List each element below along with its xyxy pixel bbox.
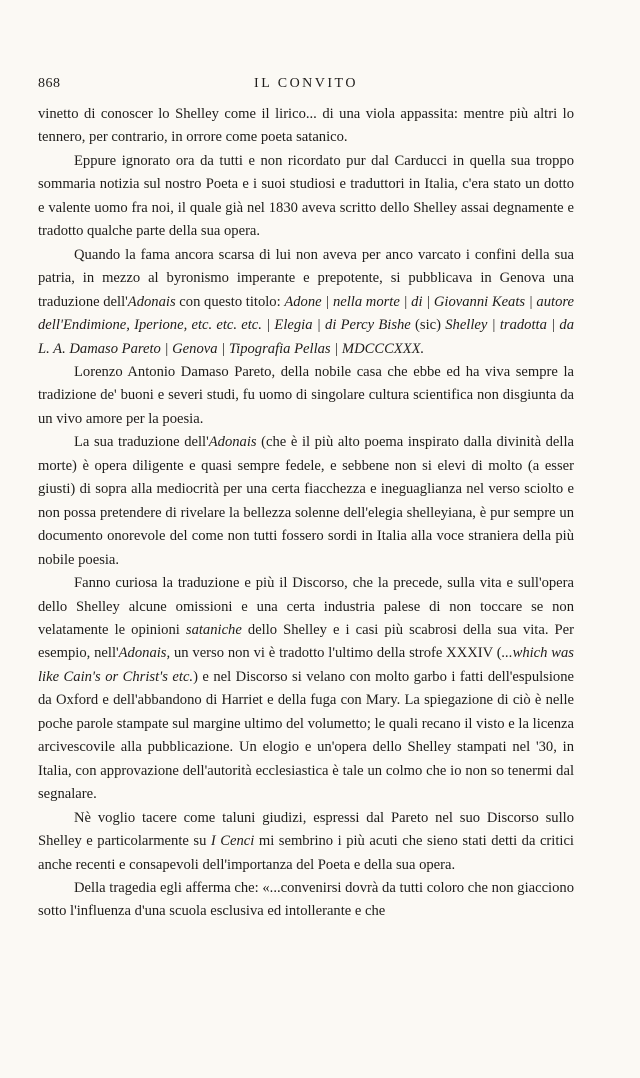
text-run: Lorenzo Antonio Damaso Pareto, della nobile casa che ebbe ed ha viva sempre la tradizione de' buoni e severi studi, fu uomo di singolare cultura scientifica non disgiunta da un vivo amore per la poesia. [38,363,574,427]
paragraph-5 [38,572,574,807]
text-run: con questo titolo: [175,293,285,310]
page-number: 868 [38,76,61,91]
paragraph-3 [38,361,574,431]
paragraph-0 [38,103,574,150]
text-run: Della tragedia egli afferma che: «...convenirsi dovrà da tutti coloro che non giacciono sotto l'influenza d'una scuola esclusiva ed intollerante e che [38,879,574,920]
body-text [38,103,574,924]
text-run: mi sembrino i più acuti che sieno stati detti da critici anche recenti e consapevoli dell'importanza del Poeta e della sua opera. [38,833,574,873]
italic-run: ...which was like Cain's or Christ's etc. [38,645,574,685]
running-title: IL CONVITO [254,76,358,91]
text-run: La sua traduzione dell' [74,434,209,451]
italic-run: I Cenci [210,833,255,850]
text-run: ) e nel Discorso si velano con molto garbo i fatti dell'espulsione da Oxford e dell'abbandono di Harriet e della fuga con Mary. La spiegazione di ciò è nelle poche parole stampate sul margine ultimo del volumetto; le quali recano il visto e la licenza arcivescovile alla pubblicazione. Un elogio e un'opera dello Shelley stampati nel '30, in Italia, con approvazione dell'autorità ecclesiastica è tale un colmo che io non so tenermi dal segnalare. [38,668,574,803]
italic-run: Adone | nella morte | di | Giovanni Keats | autore dell'Endimione, Iperione, etc. etc. etc. | Elegia | di Percy Bishe [38,293,574,334]
paragraph-4 [38,431,574,572]
paragraph-6 [38,807,574,877]
text-run: Fanno curiosa la traduzione e più il Discorso, che la precede, sulla vita e sull'opera dello Shelley alcune omissioni e una certa industria palese di non toccare se non velatamente le opinioni [38,575,574,638]
paragraph-7 [38,877,574,924]
text-run: (che è il più alto poema inspirato dalla divinità della morte) è opera diligente e quasi sempre fedele, e sebbene non si elevi di molto (a esser giusti) di sopra alla mediocrità per una certa fiacchezza e ineguaglianza nel verso sciolto e non possa pretendere di rivelare la bellezza solenne dell'elegia shelleyiana, è pur sempre un documento onorevole del come non tutti fossero sordi in Italia alla voce straniera della più nobile poesia. [38,434,574,568]
page-header [38,76,574,96]
text-run: Quando la fama ancora scarsa di lui non aveva per anco varcato i confini della sua patria, in mezzo al byronismo imperante e prepotente, si pubblicava in Genova una traduzione dell' [38,246,574,310]
paragraph-2 [38,244,574,361]
text-run: dello Shelley e i casi più scabrosi della sua vita. Per esempio, nell' [38,621,575,662]
text-run: Nè voglio tacere come taluni giudizi, espressi dal Pareto nel suo Discorso sullo Shelley e particolarmente su [38,809,574,850]
text-run: vinetto di conoscer lo Shelley come il lirico... di una viola appassita: mentre più altri lo tennero, per contrario, in orrore come poeta satanico. [38,106,574,146]
italic-run: Adonais [208,434,257,451]
italic-run: Adonais, [118,645,171,662]
text-run: un verso non vi è tradotto l'ultimo della strofe XXXIV ( [170,645,502,662]
italic-run: sataniche [185,621,242,638]
paragraph-1 [38,150,574,244]
italic-run: Shelley | tradotta | da L. A. Damaso Pareto | Genova | Tipografia Pellas | MDCCCXXX. [38,317,574,357]
text-run: Eppure ignorato ora da tutti e non ricordato pur dal Carducci in quella sua troppo sommaria notizia sul nostro Poeta e i suoi studiosi e traduttori in Italia, c'era stato un dotto e valente uomo fra noi, il quale già nel 1830 aveva scritto dello Shelley assai degnamente e tradotto qualche parte della sua opera. [38,152,574,240]
text-run: (sic) [410,317,446,334]
italic-run: Adonais [127,293,176,310]
